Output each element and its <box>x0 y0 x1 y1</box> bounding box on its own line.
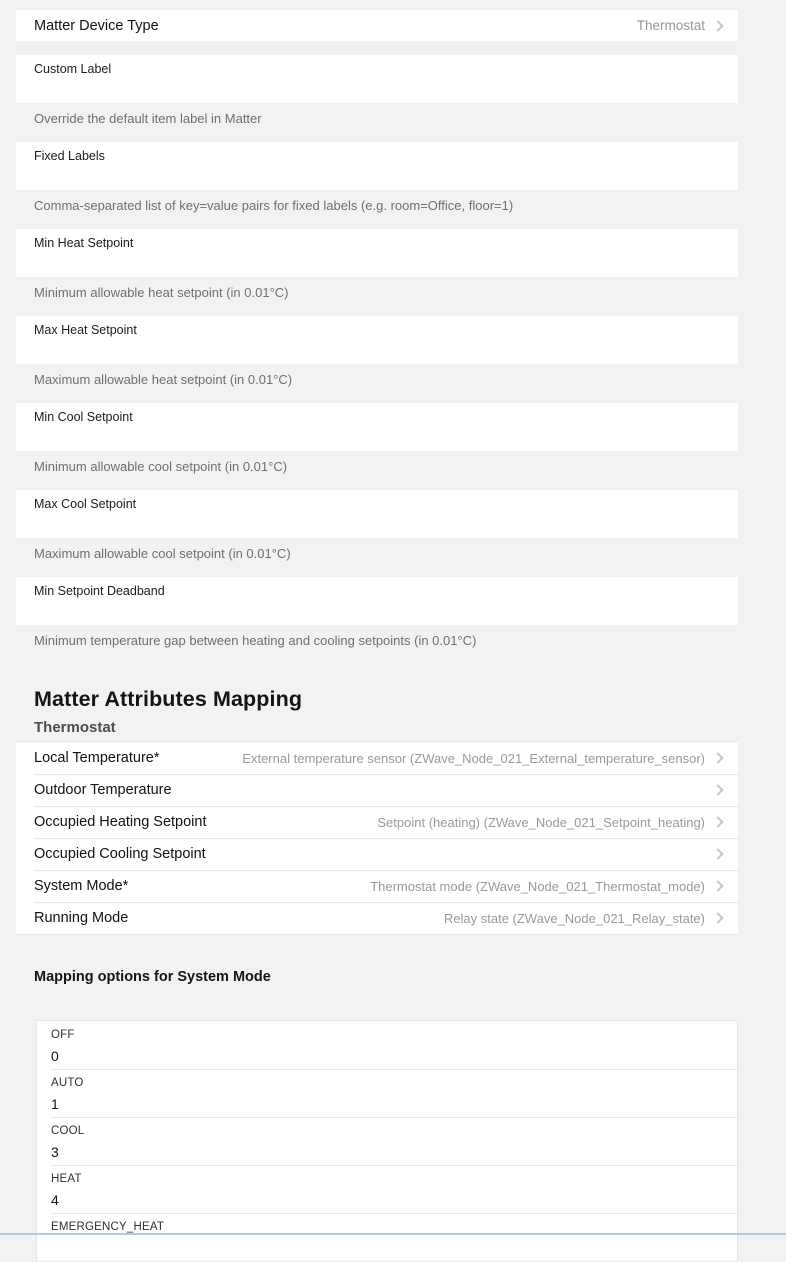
option-label: EMERGENCY_HEAT <box>51 1221 165 1233</box>
custom-label-helper: Override the default item label in Matter <box>34 111 262 126</box>
min-setpoint-deadband-label: Min Setpoint Deadband <box>34 584 165 598</box>
option-row-auto <box>37 1069 737 1117</box>
max-cool-setpoint-input[interactable] <box>34 514 720 536</box>
fixed-labels-input[interactable] <box>34 166 720 188</box>
bottom-edge-line <box>0 1233 786 1235</box>
custom-label-label: Custom Label <box>34 62 112 76</box>
option-row-off <box>37 1021 737 1069</box>
chevron-right-icon <box>712 816 723 827</box>
min-heat-setpoint-helper: Minimum allowable heat setpoint (in 0.01°C) <box>34 285 289 300</box>
max-heat-setpoint-label: Max Heat Setpoint <box>34 323 137 337</box>
chevron-right-icon <box>712 912 723 923</box>
max-cool-setpoint-label: Max Cool Setpoint <box>34 497 137 511</box>
field-custom-label <box>16 55 738 127</box>
max-heat-setpoint-input[interactable] <box>34 340 720 362</box>
mapping-row-value: Setpoint (heating) (ZWave_Node_021_Setpoint_heating) <box>377 814 705 830</box>
option-row-cool <box>37 1117 737 1165</box>
mapping-row-occupied-heating-setpoint[interactable] <box>16 806 738 838</box>
min-cool-setpoint-label: Min Cool Setpoint <box>34 410 133 424</box>
mapping-row-value: Relay state (ZWave_Node_021_Relay_state) <box>443 910 705 926</box>
max-cool-setpoint-helper: Maximum allowable cool setpoint (in 0.01°C) <box>34 546 291 561</box>
chevron-right-icon <box>712 784 723 795</box>
matter-attributes-mapping-title: Matter Attributes Mapping <box>34 687 303 711</box>
thermostat-subtitle: Thermostat <box>34 719 116 736</box>
option-label: AUTO <box>51 1077 84 1089</box>
min-setpoint-deadband-helper: Minimum temperature gap between heating and cooling setpoints (in 0.01°C) <box>34 633 477 648</box>
attribute-mapping-list <box>16 741 738 935</box>
field-min-cool-setpoint <box>16 403 738 475</box>
min-heat-setpoint-label: Min Heat Setpoint <box>34 236 134 250</box>
mapping-row-label: Occupied Cooling Setpoint <box>34 846 206 862</box>
option-label: HEAT <box>51 1173 82 1185</box>
mapping-row-outdoor-temperature[interactable] <box>16 774 738 806</box>
option-value: 1 <box>51 1096 59 1112</box>
mapping-row-label: Local Temperature* <box>34 750 160 766</box>
mapping-row-label: Occupied Heating Setpoint <box>34 814 207 830</box>
mapping-row-label: System Mode* <box>34 878 129 894</box>
mapping-row-local-temperature[interactable] <box>16 742 738 774</box>
matter-device-type-label: Matter Device Type <box>34 17 159 34</box>
min-cool-setpoint-helper: Minimum allowable cool setpoint (in 0.01°C) <box>34 459 288 474</box>
chevron-right-icon <box>712 752 723 763</box>
min-setpoint-deadband-input[interactable] <box>34 601 720 623</box>
min-cool-setpoint-card[interactable] <box>16 403 738 451</box>
custom-label-input[interactable] <box>34 79 720 101</box>
mapping-row-running-mode[interactable] <box>16 902 738 934</box>
fixed-labels-card[interactable] <box>16 142 738 190</box>
custom-label-card[interactable] <box>16 55 738 103</box>
max-heat-setpoint-card[interactable] <box>16 316 738 364</box>
max-heat-setpoint-helper: Maximum allowable heat setpoint (in 0.01°C) <box>34 372 293 387</box>
chevron-right-icon <box>712 880 723 891</box>
option-row-emergency-heat <box>37 1213 737 1261</box>
option-value: 0 <box>51 1048 59 1064</box>
chevron-right-icon <box>712 20 723 31</box>
option-label: COOL <box>51 1125 85 1137</box>
mapping-row-label: Running Mode <box>34 910 129 926</box>
fixed-labels-label: Fixed Labels <box>34 149 105 163</box>
min-cool-setpoint-input[interactable] <box>34 427 720 449</box>
min-heat-setpoint-card[interactable] <box>16 229 738 277</box>
field-max-cool-setpoint <box>16 490 738 562</box>
chevron-right-icon <box>712 848 723 859</box>
field-min-setpoint-deadband <box>16 577 738 649</box>
mapping-row-occupied-cooling-setpoint[interactable] <box>16 838 738 870</box>
mapping-row-value: Thermostat mode (ZWave_Node_021_Thermostat_mode) <box>370 878 705 894</box>
max-cool-setpoint-card[interactable] <box>16 490 738 538</box>
fixed-labels-helper: Comma-separated list of key=value pairs for fixed labels (e.g. room=Office, floor=1) <box>34 198 514 213</box>
field-fixed-labels <box>16 142 738 214</box>
option-value: 3 <box>51 1144 59 1160</box>
min-heat-setpoint-input[interactable] <box>34 253 720 275</box>
mapping-options-title: Mapping options for System Mode <box>34 969 271 985</box>
mapping-row-label: Outdoor Temperature <box>34 782 172 798</box>
field-min-heat-setpoint <box>16 229 738 301</box>
option-label: OFF <box>51 1029 75 1041</box>
min-setpoint-deadband-card[interactable] <box>16 577 738 625</box>
option-value: 4 <box>51 1192 59 1208</box>
option-row-heat <box>37 1165 737 1213</box>
mapping-row-system-mode[interactable] <box>16 870 738 902</box>
matter-device-settings-page <box>0 10 786 1235</box>
mapping-row-value: External temperature sensor (ZWave_Node_021_External_temperature_sensor) <box>242 750 705 766</box>
matter-device-type-row[interactable] <box>16 10 738 41</box>
matter-device-type-value: Thermostat <box>636 18 705 33</box>
field-max-heat-setpoint <box>16 316 738 388</box>
system-mode-options-list <box>36 1020 738 1262</box>
